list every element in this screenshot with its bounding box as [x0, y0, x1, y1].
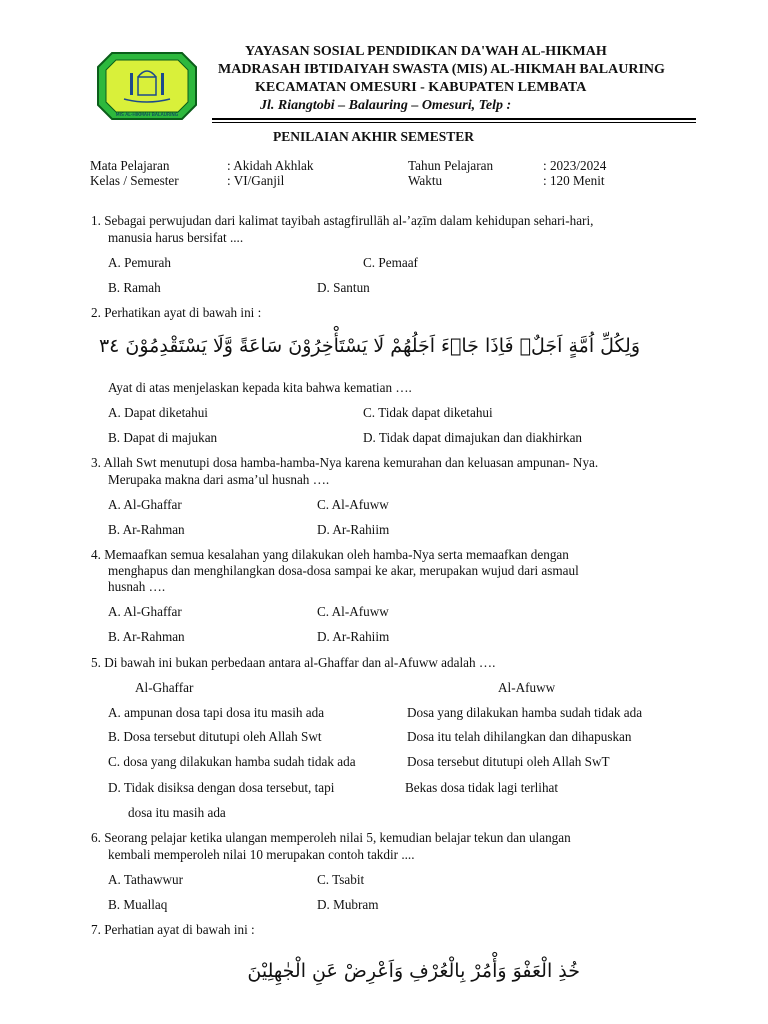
question-6-text: 6. Seorang pelajar ketika ulangan memperoleh nilai 5, kemudian belajar tekun dan ulangan: [91, 830, 571, 845]
question-3-option-d: D. Ar-Rahiim: [317, 522, 390, 537]
question-2-text: 2. Perhatikan ayat di bawah ini :: [91, 305, 262, 320]
question-6-option-c: C. Tsabit: [317, 872, 365, 887]
school-address: Jl. Riangtobi – Balauring – Omesuri, Telp :: [260, 98, 512, 113]
question-5-option-d-left-cont: dosa itu masih ada: [128, 805, 226, 820]
exam-title: PENILAIAN AKHIR SEMESTER: [273, 129, 475, 144]
question-6-option-a: A. Tathawwur: [108, 872, 184, 887]
question-5-col-right-header: Al-Afuww: [498, 680, 556, 695]
question-6-option-b: B. Muallaq: [108, 897, 168, 912]
question-1-option-c: C. Pemaaf: [363, 255, 418, 270]
question-5-option-d-right: Bekas dosa tidak lagi terlihat: [405, 780, 559, 795]
time-label: Waktu: [408, 173, 443, 188]
question-4-option-b: B. Ar-Rahman: [108, 629, 185, 644]
subject-value: : Akidah Akhlak: [227, 158, 314, 173]
foundation-name: YAYASAN SOSIAL PENDIDIKAN DA'WAH AL-HIKMAH: [245, 44, 607, 59]
question-1-option-a: A. Pemurah: [108, 255, 171, 270]
question-3-option-b: B. Ar-Rahman: [108, 522, 185, 537]
year-label: Tahun Pelajaran: [408, 158, 494, 173]
question-5-col-left-header: Al-Ghaffar: [135, 680, 194, 695]
question-2-option-b: B. Dapat di majukan: [108, 430, 218, 445]
question-2-option-c: C. Tidak dapat diketahui: [363, 405, 493, 420]
question-4-text: 4. Memaafkan semua kesalahan yang dilakukan oleh hamba-Nya serta memaafkan dengan: [91, 547, 569, 562]
question-6-option-d: D. Mubram: [317, 897, 379, 912]
question-5-option-c-left: C. dosa yang dilakukan hamba sudah tidak ada: [108, 754, 356, 769]
class-value: : VI/Ganjil: [227, 173, 285, 188]
header-rule-thin: [212, 122, 696, 123]
question-2-option-a: A. Dapat diketahui: [108, 405, 208, 420]
district-name: KECAMATAN OMESURI - KABUPATEN LEMBATA: [255, 80, 587, 95]
question-5-option-d-left: D. Tidak disiksa dengan dosa tersebut, tapi: [108, 780, 335, 795]
school-logo: [94, 47, 200, 125]
question-3-option-c: C. Al-Afuww: [317, 497, 389, 512]
question-5-text: 5. Di bawah ini bukan perbedaan antara al-Ghaffar dan al-Afuww adalah ….: [91, 655, 496, 670]
question-2-verse: وَلِكُلِّ اُمَّةٍ اَجَلٌۚ فَاِذَا جَاۤءَ اَجَلُهُمْ لَا يَسْتَأْخِرُوْنَ سَاعَةً وَّلَا يَسْتَقْدِمُوْنَ ٣٤: [98, 335, 640, 357]
question-5-option-c-right: Dosa tersebut ditutupi oleh Allah SwT: [407, 754, 610, 769]
question-2-text-cont: Ayat di atas menjelaskan kepada kita bahwa kematian ….: [108, 380, 412, 395]
question-5-option-a-right: Dosa yang dilakukan hamba sudah tidak ada: [407, 705, 643, 720]
question-5-option-a-left: A. ampunan dosa tapi dosa itu masih ada: [108, 705, 325, 720]
question-1-option-d: D. Santun: [317, 280, 370, 295]
school-name: MADRASAH IBTIDAIYAH SWASTA (MIS) AL-HIKMAH BALAURING: [218, 62, 665, 77]
question-4-text-cont2: husnah ….: [108, 579, 166, 594]
question-3-text-cont: Merupaka makna dari asma’ul husnah ….: [108, 472, 330, 487]
question-6-text-cont: kembali memperoleh nilai 10 merupakan contoh takdir ....: [108, 847, 415, 862]
question-4-option-a: A. Al-Ghaffar: [108, 604, 182, 619]
header-rule: [212, 118, 696, 120]
question-4-option-d: D. Ar-Rahiim: [317, 629, 390, 644]
question-7-verse: خُذِ الْعَفْوَ وَأْمُرْ بِالْعُرْفِ وَاَعْرِضْ عَنِ الْجٰهِلِيْنَ: [247, 960, 580, 982]
question-2-option-d: D. Tidak dapat dimajukan dan diakhirkan: [363, 430, 583, 445]
question-3-option-a: A. Al-Ghaffar: [108, 497, 182, 512]
time-value: : 120 Menit: [543, 173, 605, 188]
class-label: Kelas / Semester: [90, 173, 179, 188]
question-1-text: 1. Sebagai perwujudan dari kalimat tayibah astagfirullāh al-’aẓīm dalam kehidupan sehari-hari,: [91, 213, 594, 228]
question-4-option-c: C. Al-Afuww: [317, 604, 389, 619]
question-3-text: 3. Allah Swt menutupi dosa hamba-hamba-Nya karena kemurahan dan keluasan ampunan- Nya.: [91, 455, 599, 470]
question-5-option-b-left: B. Dosa tersebut ditutupi oleh Allah Swt: [108, 729, 322, 744]
question-4-text-cont: menghapus dan menghilangkan dosa-dosa sampai ke akar, merupakan wujud dari asmaul: [108, 563, 579, 578]
question-5-option-b-right: Dosa itu telah dihilangkan dan dihapuskan: [407, 729, 632, 744]
question-7-text: 7. Perhatian ayat di bawah ini :: [91, 922, 255, 937]
svg-text:MIS AL-HIKMAH BALAURING: MIS AL-HIKMAH BALAURING: [115, 113, 179, 118]
question-1-option-b: B. Ramah: [108, 280, 161, 295]
subject-label: Mata Pelajaran: [90, 158, 170, 173]
year-value: : 2023/2024: [543, 158, 607, 173]
question-1-text-cont: manusia harus bersifat ....: [108, 230, 244, 245]
